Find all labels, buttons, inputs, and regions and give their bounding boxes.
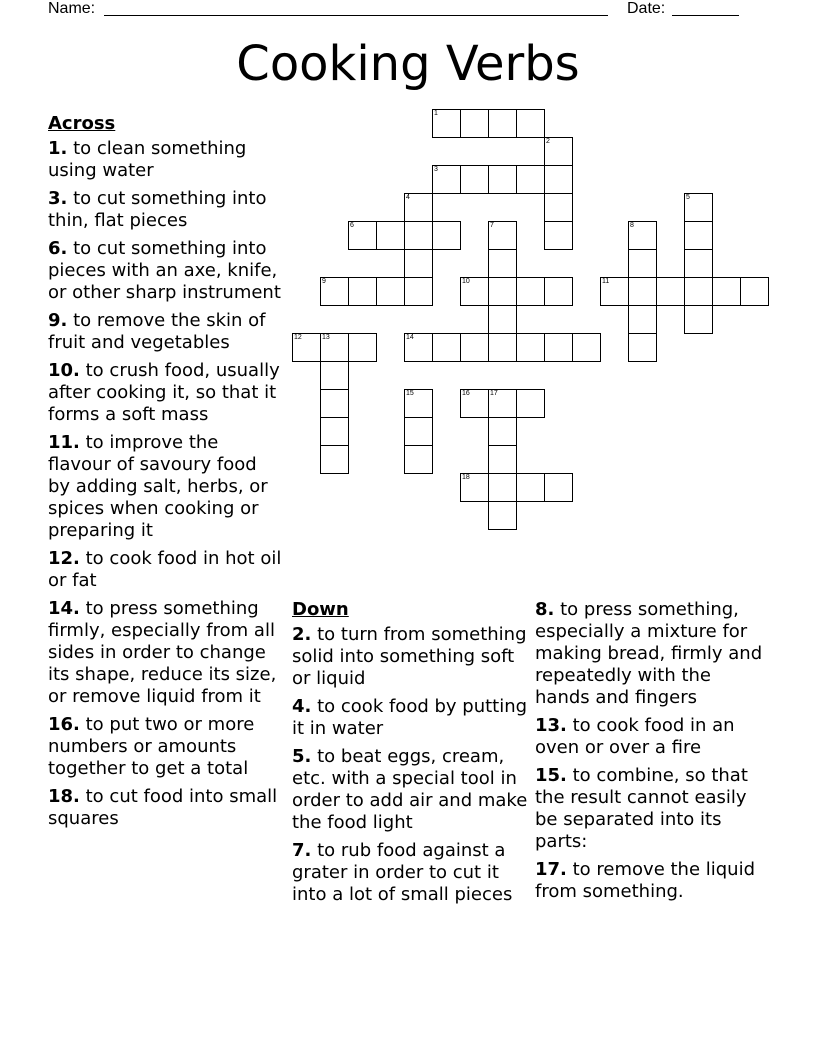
grid-cell[interactable] xyxy=(320,417,349,446)
date-label: Date: xyxy=(627,0,666,17)
cell-number: 11 xyxy=(602,278,610,285)
grid-cell[interactable] xyxy=(348,277,377,306)
grid-cell[interactable] xyxy=(488,389,517,418)
clue-item xyxy=(48,548,284,592)
grid-cell[interactable] xyxy=(488,305,517,334)
grid-cell[interactable] xyxy=(740,277,769,306)
clue-item xyxy=(48,432,284,542)
grid-cell[interactable] xyxy=(544,221,573,250)
grid-cell[interactable] xyxy=(488,445,517,474)
grid-cell[interactable] xyxy=(488,165,517,194)
grid-cell[interactable] xyxy=(320,333,349,362)
grid-cell[interactable] xyxy=(544,473,573,502)
cell-number: 5 xyxy=(686,194,690,201)
clue-text: to rub food against a grater in order to cut it into a lot of small pieces xyxy=(292,840,513,905)
grid-cell[interactable] xyxy=(404,389,433,418)
grid-cell[interactable] xyxy=(600,277,629,306)
grid-cell[interactable] xyxy=(488,417,517,446)
grid-cell[interactable] xyxy=(320,445,349,474)
grid-cell[interactable] xyxy=(516,389,545,418)
grid-cell[interactable] xyxy=(684,193,713,222)
clue-number: 18. xyxy=(48,786,80,807)
grid-cell[interactable] xyxy=(572,333,601,362)
grid-cell[interactable] xyxy=(488,333,517,362)
grid-cell[interactable] xyxy=(404,193,433,222)
clue-text: to remove the liquid from something. xyxy=(535,859,756,902)
grid-cell[interactable] xyxy=(488,473,517,502)
clue-text: to cut something into thin, flat pieces xyxy=(48,188,267,231)
clue-text: to put two or more numbers or amounts together to get a total xyxy=(48,714,255,779)
cell-number: 14 xyxy=(406,334,414,341)
clue-item xyxy=(48,714,284,780)
grid-cell[interactable] xyxy=(488,109,517,138)
clue-item xyxy=(292,624,528,690)
grid-cell[interactable] xyxy=(516,109,545,138)
clue-text: to cook food by putting it in water xyxy=(292,696,528,739)
grid-cell[interactable] xyxy=(404,221,433,250)
clue-item xyxy=(48,138,284,182)
clue-item xyxy=(535,715,771,759)
grid-cell[interactable] xyxy=(432,165,461,194)
grid-cell[interactable] xyxy=(656,277,685,306)
clue-number: 14. xyxy=(48,598,80,619)
clue-text: to beat eggs, cream, etc. with a special tool in order to add air and make the food light xyxy=(292,746,528,833)
grid-cell[interactable] xyxy=(628,221,657,250)
grid-cell[interactable] xyxy=(544,165,573,194)
grid-cell[interactable] xyxy=(544,137,573,166)
clue-number: 1. xyxy=(48,138,68,159)
clue-item xyxy=(48,188,284,232)
grid-cell[interactable] xyxy=(460,277,489,306)
grid-cell[interactable] xyxy=(460,109,489,138)
clue-number: 12. xyxy=(48,548,80,569)
grid-cell[interactable] xyxy=(376,221,405,250)
clue-item xyxy=(535,765,771,853)
name-label: Name: xyxy=(48,0,96,17)
clue-item xyxy=(48,238,284,304)
cell-number: 16 xyxy=(462,390,470,397)
cell-number: 17 xyxy=(490,390,498,397)
grid-cell[interactable] xyxy=(460,165,489,194)
clue-item xyxy=(292,840,528,906)
clue-text: to clean something using water xyxy=(48,138,247,181)
grid-cell[interactable] xyxy=(544,333,573,362)
grid-cell[interactable] xyxy=(516,333,545,362)
clue-text: to cut food into small squares xyxy=(48,786,278,829)
cell-number: 3 xyxy=(434,166,438,173)
grid-cell[interactable] xyxy=(404,333,433,362)
clue-number: 8. xyxy=(535,599,555,620)
grid-cell[interactable] xyxy=(348,221,377,250)
cell-number: 7 xyxy=(490,222,494,229)
clue-number: 16. xyxy=(48,714,80,735)
grid-cell[interactable] xyxy=(432,221,461,250)
clue-text: to improve the flavour of savoury food by adding salt, herbs, or spices when cooking or preparing it xyxy=(48,432,268,541)
clue-text: to press something, especially a mixture for making bread, firmly and repeatedly with the hands and fingers xyxy=(535,599,763,708)
across-clues xyxy=(48,113,284,836)
grid-cell[interactable] xyxy=(684,249,713,278)
grid-cell[interactable] xyxy=(432,109,461,138)
clue-number: 3. xyxy=(48,188,68,209)
grid-cell[interactable] xyxy=(404,277,433,306)
clue-number: 17. xyxy=(535,859,567,880)
clue-item xyxy=(48,360,284,426)
grid-cell[interactable] xyxy=(628,249,657,278)
clue-text: to crush food, usually after cooking it, so that it forms a soft mass xyxy=(48,360,280,425)
grid-cell[interactable] xyxy=(488,249,517,278)
clue-number: 7. xyxy=(292,840,312,861)
clue-number: 4. xyxy=(292,696,312,717)
cell-number: 4 xyxy=(406,194,410,201)
grid-cell[interactable] xyxy=(488,501,517,530)
clue-item xyxy=(535,599,771,709)
grid-cell[interactable] xyxy=(320,389,349,418)
cell-number: 8 xyxy=(630,222,634,229)
grid-cell[interactable] xyxy=(628,277,657,306)
page-title: Cooking Verbs xyxy=(236,36,580,92)
cell-number: 10 xyxy=(462,278,470,285)
grid-cell[interactable] xyxy=(712,277,741,306)
grid-cell[interactable] xyxy=(460,389,489,418)
grid-cell[interactable] xyxy=(320,361,349,390)
clue-item xyxy=(292,746,528,834)
clue-text: to cook food in an oven or over a fire xyxy=(535,715,735,758)
grid-cell[interactable] xyxy=(488,221,517,250)
grid-cell[interactable] xyxy=(404,249,433,278)
across-heading: Across xyxy=(48,113,116,134)
clue-text: to cut something into pieces with an axe, knife, or other sharp instrument xyxy=(48,238,281,303)
clue-text: to combine, so that the result cannot easily be separated into its parts: xyxy=(535,765,748,852)
grid-cell[interactable] xyxy=(516,473,545,502)
clue-number: 13. xyxy=(535,715,567,736)
clue-text: to press something firmly, especially from all sides in order to change its shape, reduce its size, or remove liquid from it xyxy=(48,598,277,707)
clue-text: to remove the skin of fruit and vegetables xyxy=(48,310,266,353)
down-heading: Down xyxy=(292,599,349,620)
cell-number: 6 xyxy=(350,222,354,229)
grid-cell[interactable] xyxy=(320,277,349,306)
clue-number: 2. xyxy=(292,624,312,645)
grid-cell[interactable] xyxy=(628,333,657,362)
cell-number: 2 xyxy=(546,138,550,145)
clue-number: 5. xyxy=(292,746,312,767)
clue-number: 6. xyxy=(48,238,68,259)
clue-number: 15. xyxy=(535,765,567,786)
clue-number: 11. xyxy=(48,432,80,453)
grid-cell[interactable] xyxy=(516,165,545,194)
clue-item xyxy=(535,859,771,903)
grid-cell[interactable] xyxy=(516,277,545,306)
cell-number: 12 xyxy=(294,334,302,341)
cell-number: 15 xyxy=(406,390,414,397)
grid-cell[interactable] xyxy=(404,445,433,474)
cell-number: 9 xyxy=(322,278,326,285)
cell-number: 13 xyxy=(322,334,330,341)
cell-number: 1 xyxy=(434,110,438,117)
cell-number: 18 xyxy=(462,474,470,481)
clue-item xyxy=(48,598,284,708)
grid-cell[interactable] xyxy=(684,305,713,334)
grid-cell[interactable] xyxy=(348,333,377,362)
clue-item xyxy=(48,310,284,354)
grid-cell[interactable] xyxy=(628,305,657,334)
grid-cell[interactable] xyxy=(684,221,713,250)
clue-number: 9. xyxy=(48,310,68,331)
down-clues-continued xyxy=(535,599,771,909)
clue-item xyxy=(48,786,284,830)
grid-cell[interactable] xyxy=(292,333,321,362)
clue-item xyxy=(292,696,528,740)
grid-cell[interactable] xyxy=(684,277,713,306)
clue-text: to cook food in hot oil or fat xyxy=(48,548,282,591)
grid-cell[interactable] xyxy=(404,417,433,446)
clue-number: 10. xyxy=(48,360,80,381)
grid-cell[interactable] xyxy=(376,277,405,306)
grid-cell[interactable] xyxy=(432,333,461,362)
grid-cell[interactable] xyxy=(460,473,489,502)
grid-cell[interactable] xyxy=(460,333,489,362)
grid-cell[interactable] xyxy=(488,277,517,306)
grid-cell[interactable] xyxy=(544,193,573,222)
down-clues xyxy=(292,599,528,912)
clue-text: to turn from something solid into something soft or liquid xyxy=(292,624,527,689)
grid-cell[interactable] xyxy=(544,277,573,306)
